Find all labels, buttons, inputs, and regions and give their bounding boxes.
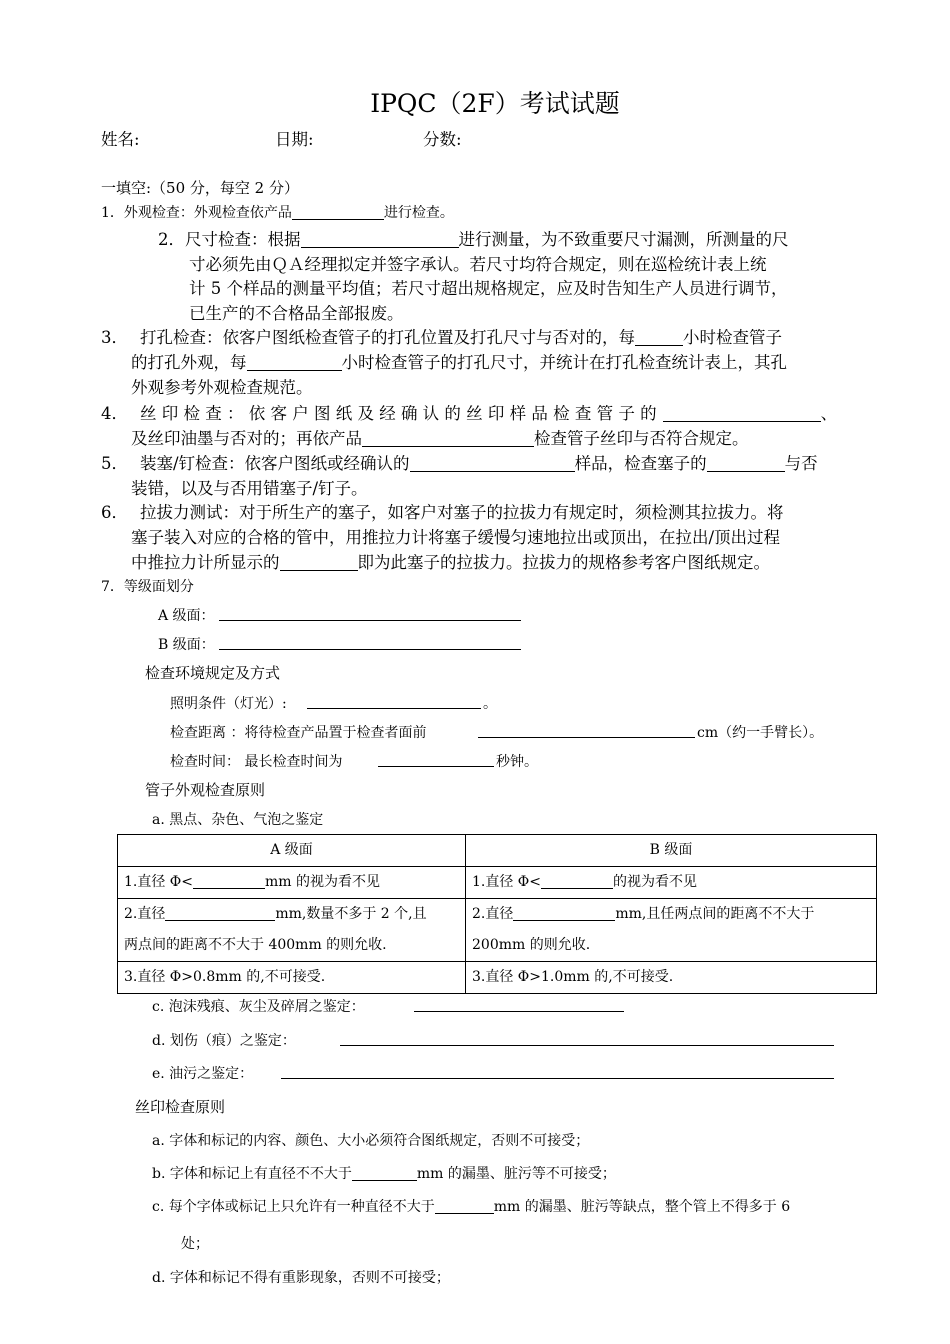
q4-number: 4． [101,404,128,423]
q6-number: 6． [101,503,128,522]
tube-item-a: a. 黑点、杂色、气泡之鉴定 [152,812,324,828]
q3-blank-1[interactable] [635,329,683,347]
r1a-pre: 1.直径 Φ< [124,874,194,890]
r2b-pre: 2.直径 [472,906,514,922]
r1a-post: mm 的视为看不见 [265,874,381,890]
env-time-label: 检查时间： 最长检查时间为 [170,754,343,770]
print-title: 丝印检查原则 [135,1098,226,1116]
q4-line-2-post: 检查管子丝印与否符合规定。 [534,429,749,448]
q3-line-2-pre: 的打孔外观，每 [131,353,247,372]
env-time-blank[interactable] [378,766,494,767]
table-cell-r3a: 3.直径 Φ>0.8mm 的,不可接受. [118,962,466,994]
table-cell-r2a [118,899,466,962]
env-distance-blank[interactable] [478,737,695,738]
grade-a-blank[interactable] [219,620,521,621]
question-5-line-1 [101,450,818,474]
grade-b-blank[interactable] [219,649,521,650]
q3-text-post: 小时检查管子 [683,328,782,347]
tube-item-d: d. 划伤（痕）之鉴定： [152,1033,296,1049]
r2a-line-2: 两点间的距离不不大于 400mm 的则允收. [124,937,387,953]
q3-number: 3． [101,328,128,347]
table-cell-r1a [118,867,466,899]
r1a-blank[interactable] [193,874,265,889]
question-6-line-1 [101,499,784,523]
q5-text-post: 与否 [784,454,818,473]
question-6-line-2: 塞子装入对应的合格的管中，用推拉力计将塞子缓慢匀速地拉出或顶出，在拉出/顶出过程 [131,528,781,547]
question-7-title: 7．等级面划分 [101,579,194,595]
tube-title: 管子外观检查原则 [145,781,266,799]
env-distance-unit: cm（约一手臂长）。 [697,725,824,741]
q6-line-3-pre: 中推拉力计所显示的 [131,553,280,572]
table-cell-r3b: 3.直径 Φ>1.0mm 的,不可接受. [466,962,877,994]
print-item-c-blank[interactable] [435,1199,494,1214]
q5-number: 5． [101,454,128,473]
print-item-c-pre: c. 每个字体或标记上只允许有一种直径不大于 [152,1199,435,1215]
q4-text-pre: 丝 印 检 查 ： 依 客 户 图 纸 及 经 确 认 的 丝 印 样 品 检 查 管 子 的 [140,404,657,423]
name-label: 姓名: [101,130,140,149]
tube-item-e: e. 油污之鉴定： [152,1066,254,1082]
print-item-b [152,1163,616,1183]
env-title: 检查环境规定及方式 [145,664,281,682]
q3-line-2-post: 小时检查管子的打孔尺寸，并统计在打孔检查统计表上，其孔 [341,353,787,372]
r1b-pre: 1.直径 Φ< [472,874,542,890]
question-4-line-2 [131,425,749,449]
env-light-label: 照明条件（灯光）: [170,696,287,712]
grade-b-label: B 级面： [158,637,215,653]
section-fill-in-title: 一填空:（50 分，每空 2 分） [101,179,299,197]
q6-blank[interactable] [280,554,358,572]
table-cell-r1b [466,867,877,899]
r2a-blank[interactable] [165,906,275,921]
tube-item-e-blank[interactable] [281,1078,834,1079]
print-item-d: d. 字体和标记不得有重影现象，否则不可接受； [152,1270,450,1286]
table-header-a: A 级面 [118,835,466,867]
tube-item-d-blank[interactable] [340,1045,834,1046]
q2-text-post: 进行测量，为不致重要尺寸漏测，所测量的尺 [458,230,789,249]
table-header-b: B 级面 [466,835,877,867]
q5-blank-1[interactable] [410,455,575,473]
q5-blank-2[interactable] [707,455,785,473]
question-3-line-2 [131,349,787,373]
page-title: IPQC（2F）考试试题 [370,89,620,118]
q6-line-1-text: 拉拔力测试：对于所生产的塞子，如客户对塞子的拉拔力有规定时，须检测其拉拔力。将 [140,503,784,522]
q5-text-pre: 装塞/钉检查：依客户图纸或经确认的 [140,454,410,473]
date-label: 日期: [275,130,314,149]
question-1 [101,202,454,222]
r2b-line-2: 200mm 的则允收. [472,937,591,953]
q1-text-post: 进行检查。 [383,205,454,221]
print-item-c-line-2: 处； [181,1236,209,1252]
env-distance-label: 检查距离 ：将待检查产品置于检查者面前 [170,725,427,741]
env-time-unit: 秒钟。 [496,754,538,770]
table-cell-r2b [466,899,877,962]
r2b-post: mm,且任两点间的距离不不大于 [615,906,815,922]
table-row [118,899,877,962]
print-item-c-post: mm 的漏墨、脏污等缺点，整个管上不得多于 6 [493,1199,791,1215]
print-item-a: a. 字体和标记的内容、颜色、大小必须符合图纸规定，否则不可接受； [152,1133,590,1149]
q4-text-post: 、 [820,404,838,423]
question-3-line-1 [101,324,782,348]
r2a-pre: 2.直径 [124,906,166,922]
q1-text-pre: 外观检查：外观检查依产品 [123,205,292,221]
question-6-line-3 [131,549,770,573]
q1-number: 1． [101,205,124,221]
q2-blank[interactable] [301,231,459,249]
inspection-table [117,834,877,994]
q4-blank-2[interactable] [362,430,534,448]
question-2-line-3: 计 5 个样品的测量平均值；若尺寸超出规格规定，应及时告知生产人员进行调节， [189,279,788,298]
q4-blank-1[interactable] [663,405,821,423]
print-item-b-blank[interactable] [352,1166,417,1181]
r1b-post: 的视为看不见 [613,874,698,890]
q1-blank[interactable] [292,205,384,220]
q6-line-3-post: 即为此塞子的拉拔力。拉拔力的规格参考客户图纸规定。 [357,553,770,572]
env-light-end: 。 [483,696,497,712]
question-4-line-1 [101,400,837,424]
r2a-post: mm,数量不多于 2 个,且 [275,906,427,922]
env-light-blank[interactable] [307,708,481,709]
print-item-b-pre: b. 字体和标记上有直径不不大于 [152,1166,352,1182]
tube-item-c-blank[interactable] [414,1011,624,1012]
q3-blank-2[interactable] [247,354,342,372]
q3-text-pre: 打孔检查：依客户图纸检查管子的打孔位置及打孔尺寸与否对的，每 [140,328,635,347]
table-row [118,867,877,899]
r2b-blank[interactable] [513,906,615,921]
question-5-line-2: 装错，以及与否用错塞子/钉子。 [131,479,368,498]
r1b-blank[interactable] [541,874,613,889]
grade-a-label: A 级面： [158,608,215,624]
question-2-line-2: 寸必须先由ＱＡ经理拟定并签字承认。若尺寸均符合规定，则在巡检统计表上统 [189,255,767,274]
tube-item-c: c. 泡沫残痕、灰尘及碎屑之鉴定： [152,999,365,1015]
question-2-line-1 [158,226,789,250]
print-item-b-post: mm 的漏墨、脏污等不可接受； [416,1166,616,1182]
q2-text-pre: 2．尺寸检查：根据 [158,230,301,249]
question-2-line-4: 已生产的不合格品全部报废。 [189,304,404,323]
q5-text-mid: 样品，检查塞子的 [574,454,707,473]
table-row [118,962,877,994]
question-3-line-3: 外观参考外观检查规范。 [131,378,313,397]
score-label: 分数: [423,130,462,149]
q4-line-2-pre: 及丝印油墨与否对的；再依产品 [131,429,362,448]
print-item-c [152,1196,790,1216]
